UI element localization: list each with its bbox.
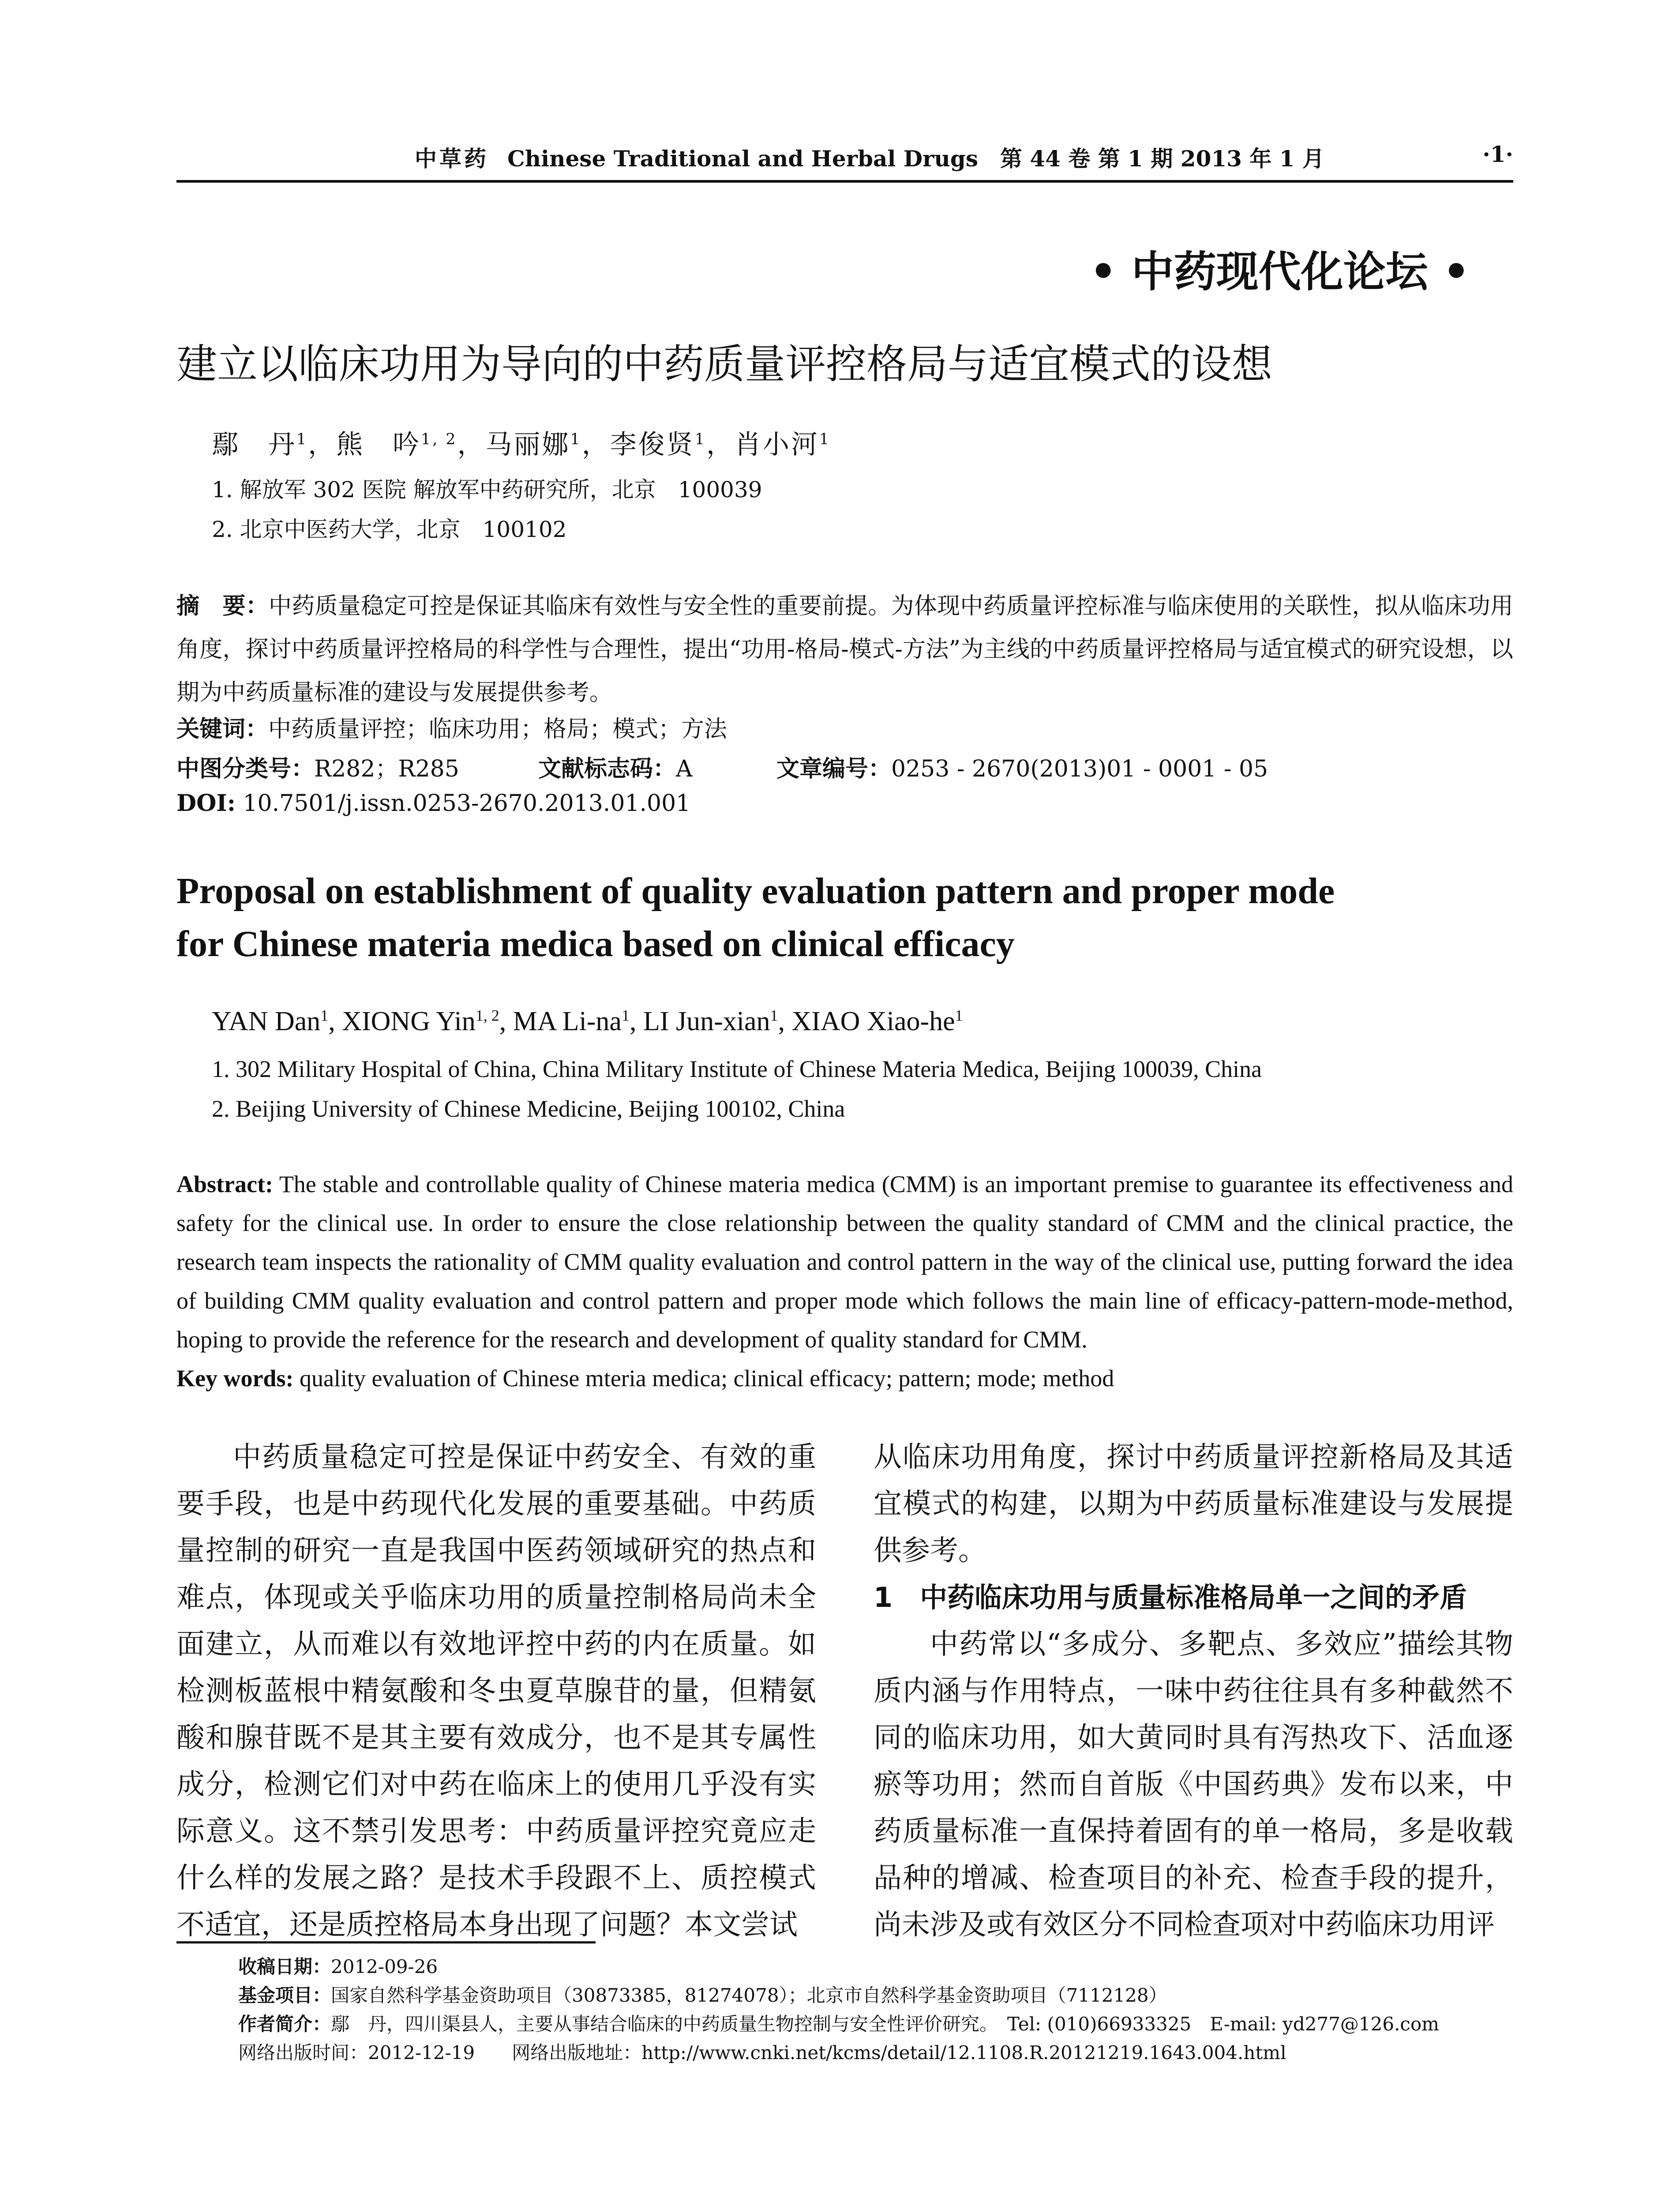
- body-paragraph: 中药常以“多成分、多靶点、多效应”描绘其物质内涵与作用特点，一味中药往往具有多种截然不同的临床功用，如大黄同时具有泻热攻下、活血逐瘀等功用；然而自首版《中国药典》发布以来，中药质量标准一直保持着固有的单一格局，多是收载品种的增减、检查项目的补充、检查手段的提升，尚未涉及或有效区分不同检查项对中药临床功用评: [874, 1628, 1513, 1941]
- doc-value: A: [676, 756, 693, 782]
- affiliation-en-1: 1. 302 Military Hospital of China, China Military Institute of Chinese Materia Medica, Beijing 100039, China: [212, 1056, 1262, 1082]
- author-affil-sup: 1: [819, 431, 831, 448]
- footnote-rule: [176, 1941, 596, 1943]
- author-affil-sup: 1: [320, 1006, 329, 1024]
- clc-value: R282；R285: [314, 756, 459, 782]
- running-header: [176, 141, 1513, 181]
- author-name: YAN Dan: [212, 1006, 321, 1036]
- author-name: 鄢 丹: [212, 429, 296, 460]
- fund-text: 国家自然科学基金资助项目（30873385，81274078）；北京市自然科学基金资助项目（7112128）: [331, 1985, 1167, 2006]
- keywords-en-label: Key words:: [176, 1365, 294, 1392]
- body-paragraph: 从临床功用角度，探讨中药质量评控新格局及其适宜模式的构建，以期为中药质量标准建设与发展提供参考。: [874, 1441, 1513, 1567]
- author-affil-sup: 1: [570, 431, 582, 448]
- received-date: 2012-09-26: [331, 1956, 438, 1977]
- page-number: ·1·: [1482, 141, 1513, 167]
- footnote-author: [238, 2010, 1439, 2036]
- author-affil-sup: 1: [770, 1006, 778, 1024]
- doi-label: DOI:: [176, 790, 236, 817]
- title-cn: 建立以临床功用为导向的中药质量评控格局与适宜模式的设想: [176, 341, 1273, 388]
- author-affil-sup: 1: [621, 1006, 630, 1024]
- article-label: 文章编号：: [776, 755, 892, 782]
- abstract-cn-text: 中药质量稳定可控是保证其临床有效性与安全性的重要前提。为体现中药质量评控标准与临床使用的关联性，拟从临床功用角度，探讨中药质量评控格局的科学性与合理性，提出“功用-格局-模式-方法”为主线的中药质量评控格局与适宜模式的研究设想，以期为中药质量标准的建设与发展提供参考。: [176, 593, 1513, 706]
- footnote-online: 网络出版时间：2012-12-19 网络出版地址：http://www.cnki.net/kcms/detail/12.1108.R.20121219.1643.004.html: [238, 2042, 1286, 2063]
- doi: [176, 790, 690, 817]
- abstract-en-text: The stable and controllable quality of Chinese materia medica (CMM) is an important premise to guarantee its effectiveness and safety for the clinical use. In order to ensure the close relationship between the quality standard of CMM and the clinical practice, the research team inspects the rationality of CMM quality evaluation and control pattern in the way of the clinical use, putting forward the idea of building CMM quality evaluation and control pattern and proper mode which follows the main line of efficacy-pattern-mode-method, hoping to provide the reference for the research and development of quality standard for CMM.: [176, 1171, 1513, 1353]
- journal-name-cn: 中草药: [415, 146, 489, 172]
- affiliation-cn-1: 1. 解放军 302 医院 解放军中药研究所，北京 100039: [212, 477, 762, 503]
- author-name: LI Jun-xian: [643, 1006, 770, 1036]
- keywords-cn-label: 关键词：: [176, 716, 269, 743]
- author-affil-sup: 1, 2: [421, 431, 458, 448]
- title-en-line-2: for Chinese materia medica based on clinical efficacy: [176, 923, 1015, 964]
- doc-label: 文献标志码：: [538, 755, 676, 782]
- author-bio-label: 作者简介：: [238, 2013, 331, 2035]
- author-name: 熊 吟: [336, 429, 421, 460]
- author-name: 肖小河: [734, 429, 819, 460]
- header-rule: [176, 180, 1513, 183]
- keywords-en: [176, 1359, 1513, 1398]
- body-right-column: [874, 1434, 1513, 1948]
- abstract-en-label: Abstract:: [176, 1171, 273, 1197]
- footnote-received: [238, 1952, 438, 1979]
- abstract-cn: [176, 585, 1513, 714]
- abstract-en: [176, 1165, 1513, 1398]
- title-en-line-1: Proposal on establishment of quality evaluation pattern and proper mode: [176, 870, 1335, 912]
- received-label: 收稿日期：: [238, 1956, 331, 1977]
- keywords-cn: [176, 710, 727, 743]
- keywords-cn-text: 中药质量评控；临床功用；格局；模式；方法: [268, 716, 728, 743]
- article-number: [776, 750, 1268, 783]
- journal-info: Chinese Traditional and Herbal Drugs 第 44 卷 第 1 期 2013 年 1 月: [507, 146, 1324, 172]
- clc-number: [176, 750, 459, 783]
- author-affil-sup: 1: [694, 431, 706, 448]
- author-name: 李俊贤: [610, 429, 695, 460]
- doi-value: 10.7501/j.issn.0253-2670.2013.01.001: [243, 790, 691, 817]
- fund-label: 基金项目：: [238, 1985, 331, 2006]
- author-name: XIONG Yin: [342, 1006, 476, 1036]
- author-affil-sup: 1, 2: [475, 1006, 499, 1024]
- authors-en: YAN Dan$^1$, XIONG Yin$^{1, 2}$, MA $Li-na^1$, LI Jun-xian$^1$, XIAO Xiao-$he^1$: [212, 1006, 963, 1036]
- author-name: XIAO Xiao-he: [791, 1006, 955, 1036]
- author-bio-text: 鄢 丹，四川渠县人，主要从事结合临床的中药质量生物控制与安全性评价研究。 Tel: (010)66933325 E-mail: yd277@126.com: [331, 2013, 1440, 2035]
- keywords-en-text: quality evaluation of Chinese mteria medica; clinical efficacy; pattern; mode; method: [299, 1365, 1114, 1392]
- article-value: 0253 - 2670(2013)01 - 0001 - 05: [891, 756, 1268, 782]
- author-name: 马丽娜: [485, 429, 570, 460]
- author-affil-sup: 1: [296, 431, 308, 448]
- author-affil-sup: 1: [955, 1006, 963, 1024]
- abstract-cn-label: 摘 要：: [176, 593, 269, 619]
- footnote-fund: [238, 1981, 1167, 2007]
- column-title: • 中药现代化论坛 •: [1090, 247, 1470, 296]
- authors-cn: 鄢 丹$^1$，熊 吟$^{1, 2}$，马丽娜$^1$，李俊贤$^1$，肖小河$^1$: [212, 429, 831, 460]
- body-left-column: 中药质量稳定可控是保证中药安全、有效的重要手段，也是中药现代化发展的重要基础。中药质量控制的研究一直是我国中医药领域研究的热点和难点，体现或关乎临床功用的质量控制格局尚未全面建立，从而难以有效地评控中药的内在质量。如检测板蓝根中精氨酸和冬虫夏草腺苷的量，但精氨酸和腺苷既不是其主要有效成分，也不是其专属性成分，检测它们对中药在临床上的使用几乎没有实际意义。这不禁引发思考：中药质量评控究竟应走什么样的发展之路？是技术手段跟不上、质控模式不适宜，还是质控格局本身出现了问题？本文尝试: [176, 1441, 816, 1941]
- affiliation-cn-2: 2. 北京中医药大学，北京 100102: [212, 517, 567, 542]
- title-en: [176, 865, 1513, 971]
- author-name: MA Li-na: [513, 1006, 622, 1036]
- affiliation-en-2: 2. Beijing University of Chinese Medicine, Beijing 100102, China: [212, 1095, 845, 1122]
- doc-code: [538, 750, 693, 783]
- clc-label: 中图分类号：: [176, 755, 315, 782]
- section-heading: 1 中药临床功用与质量标准格局单一之间的矛盾: [874, 1581, 1467, 1613]
